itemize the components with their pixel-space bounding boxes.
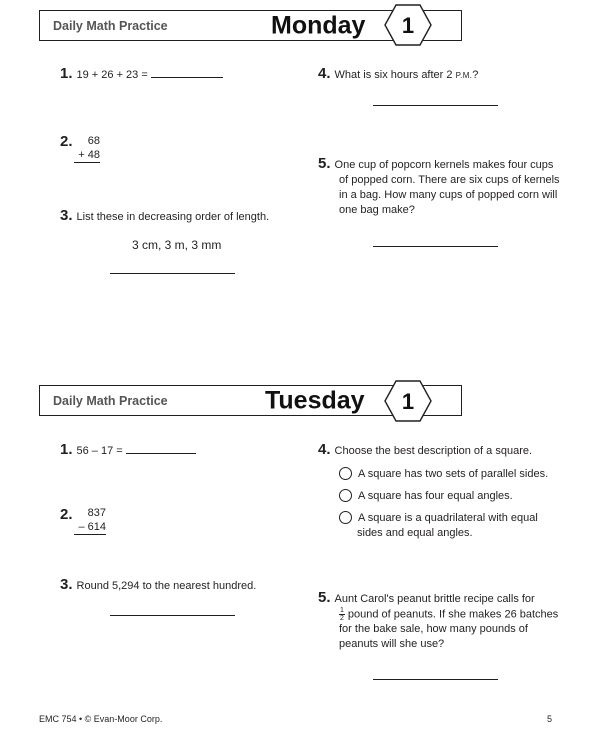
tuesday-question-1 <box>60 442 196 459</box>
answer-option[interactable] <box>339 467 548 482</box>
monday-vertical-addition <box>74 134 100 163</box>
length-items: 3 cm, 3 m, 3 mm <box>132 238 222 252</box>
question-number: 3. <box>60 576 73 593</box>
monday-question-3 <box>60 208 269 225</box>
question-line-2: pound of peanuts. If she makes 26 batches <box>347 608 559 621</box>
answer-line[interactable] <box>373 246 498 247</box>
option-text-continued: sides and equal angles. <box>357 527 473 539</box>
question-number: 4. <box>318 441 331 458</box>
question-text: What is six hours after 2 <box>334 69 456 81</box>
week-hexagon-icon <box>384 4 432 46</box>
question-line-3: in a bag. How many cups of popped corn will <box>339 189 558 201</box>
answer-line[interactable] <box>373 679 498 680</box>
radio-circle-icon[interactable] <box>339 511 352 524</box>
question-line-3: for the bake sale, how many pounds of <box>339 623 528 636</box>
question-line-4: one bag make? <box>339 204 415 216</box>
addend-top: 68 <box>87 135 100 147</box>
question-number: 1. <box>60 65 73 82</box>
fraction <box>339 607 345 622</box>
page-number: 5 <box>547 714 553 724</box>
answer-option[interactable] <box>339 489 513 504</box>
answer-line[interactable] <box>110 615 235 616</box>
answer-line[interactable] <box>373 105 498 106</box>
question-text: Choose the best description of a square. <box>334 445 533 457</box>
monday-question-1 <box>60 66 223 83</box>
day-title: Tuesday <box>265 386 365 414</box>
option-text: A square is a quadrilateral with equal <box>358 512 538 524</box>
header-label: Daily Math Practice <box>53 393 168 408</box>
day-title: Monday <box>271 11 366 39</box>
question-text-end: ? <box>472 69 479 81</box>
question-text: 19 + 26 + 23 = <box>76 69 148 81</box>
tuesday-question-5 <box>318 590 558 652</box>
tuesday-vertical-subtraction <box>74 506 106 535</box>
question-number: 5. <box>318 589 331 606</box>
tuesday-question-4 <box>318 442 532 459</box>
tuesday-question-3 <box>60 577 256 594</box>
answer-line[interactable] <box>126 453 196 454</box>
minuend: 837 <box>87 507 106 519</box>
monday-question-4 <box>318 66 478 83</box>
radio-circle-icon[interactable] <box>339 489 352 502</box>
question-number: 5. <box>318 155 331 172</box>
answer-option[interactable] <box>339 511 538 526</box>
question-number: 3. <box>60 207 73 224</box>
monday-question-5 <box>318 156 560 218</box>
option-text: A square has two sets of parallel sides. <box>358 468 549 480</box>
question-line-1: Aunt Carol's peanut brittle recipe calls for <box>334 593 535 605</box>
subtrahend: – 614 <box>74 520 106 535</box>
week-number: 1 <box>401 389 415 414</box>
answer-line[interactable] <box>151 77 223 78</box>
question-line-1: One cup of popcorn kernels makes four cups <box>334 159 554 171</box>
question-number: 2. <box>60 133 73 150</box>
fraction-numerator: 1 <box>340 607 344 614</box>
question-number: 4. <box>318 65 331 82</box>
pm-label: P.M. <box>455 71 473 80</box>
question-line-2: of popped corn. There are six cups of kernels <box>339 174 560 186</box>
question-text: List these in decreasing order of length. <box>76 211 270 223</box>
question-number: 1. <box>60 441 73 458</box>
week-number: 1 <box>401 13 415 38</box>
week-hexagon-icon <box>384 380 432 422</box>
question-text: 56 – 17 = <box>76 445 123 457</box>
question-number: 2. <box>60 506 73 523</box>
addend-bottom: + 48 <box>74 148 100 163</box>
radio-circle-icon[interactable] <box>339 467 352 480</box>
footer-copyright: EMC 754 • © Evan-Moor Corp. <box>39 714 163 724</box>
option-text: A square has four equal angles. <box>358 490 513 502</box>
answer-line[interactable] <box>110 273 235 274</box>
header-label: Daily Math Practice <box>53 18 168 33</box>
question-line-4: peanuts will she use? <box>339 638 445 651</box>
fraction-denominator: 2 <box>340 615 344 622</box>
question-text: Round 5,294 to the nearest hundred. <box>76 580 257 592</box>
